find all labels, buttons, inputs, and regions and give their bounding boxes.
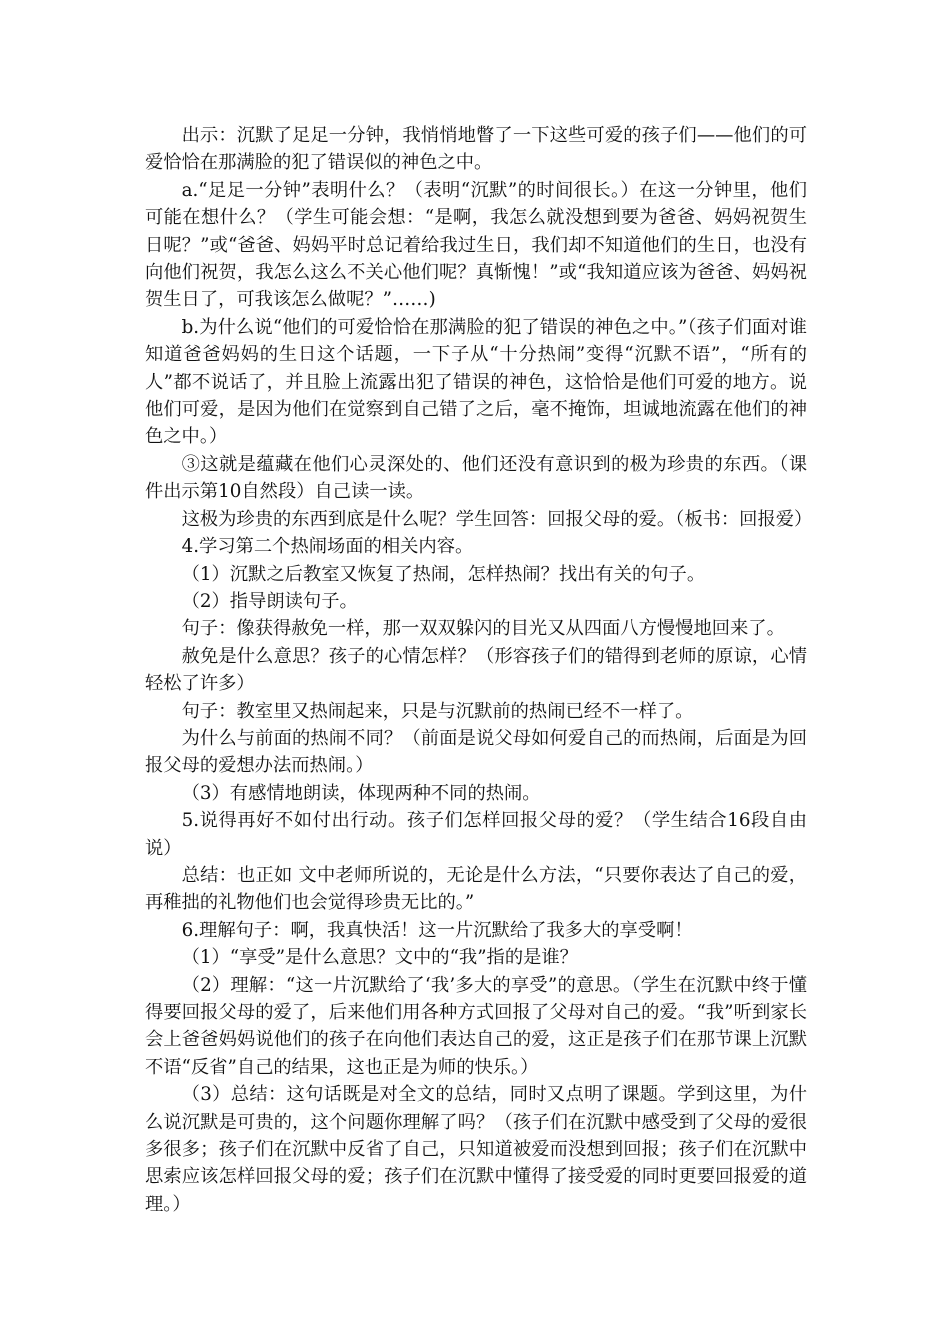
- paragraph-question-a: a.“足足一分钟”表明什么？（表明“沉默”的时间很长。）在这一分钟里，他们可能在想什么？（学生可能会想：“是啊，我怎么就没想到要为爸爸、妈妈祝贺生日呢？”或“爸爸、妈妈平时总记着给我过生日，我们却不知道他们的生日，也没有向他们祝贺，我怎么这么不关心他们呢？真惭愧！”或“我知道应该为爸爸、妈妈祝贺生日了，可我该怎么做呢？”……): [145, 179, 807, 311]
- paragraph-summary: 总结：也正如 文中老师所说的，无论是什么方法，“只要你表达了自己的爱，再稚拙的礼物他们也会觉得珍贵无比的。”: [145, 864, 807, 914]
- paragraph-step-4: 4.学习第二个热闹场面的相关内容。: [181, 536, 474, 558]
- paragraph-step-6-3: （3）总结：这句话既是对全文的总结，同时又点明了课题。学到这里，为什么说沉默是可贵的，这个问题你理解了吗？（孩子们在沉默中感受到了父母的爱很多很多；孩子们在沉默中反省了自己，只知道被爱而没想到回报；孩子们在沉默中思索应该怎样回报父母的爱；孩子们在沉默中懂得了接受爱的同时更要回报爱的道理。）: [145, 1084, 807, 1215]
- paragraph-explain-2: 为什么与前面的热闹不同？（前面是说父母如何爱自己的而热闹，后面是为回报父母的爱想办法而热闹。）: [145, 727, 807, 777]
- paragraph-sentence-2: 句子：教室里又热闹起来，只是与沉默前的热闹已经不一样了。: [181, 700, 694, 722]
- paragraph-step-6: 6.理解句子：啊，我真快活！这一片沉默给了我多大的享受啊！: [181, 919, 693, 941]
- paragraph-sentence-1: 句子：像获得赦免一样，那一双双躲闪的目光又从四面八方慢慢地回来了。: [181, 618, 785, 640]
- paragraph-explain-1: 赦免是什么意思？孩子的心情怎样？（形容孩子们的错得到老师的原谅，心情轻松了许多）: [145, 645, 807, 695]
- document-body: [145, 122, 813, 1218]
- paragraph-step-4-2: （2）指导朗读句子。: [181, 590, 358, 612]
- paragraph-step-5: 5.说得再好不如付出行动。孩子们怎样回报父母的爱？（学生结合16段自由说）: [145, 810, 807, 859]
- paragraph-step-4-3: （3）有感情地朗读，体现两种不同的热闹。: [181, 782, 541, 804]
- paragraph-answer: 这极为珍贵的东西到底是什么呢？学生回答：回报父母的爱。（板书：回报爱）: [181, 508, 813, 530]
- paragraph-question-b: b.为什么说“他们的可爱恰恰在那满脸的犯了错误的神色之中。”（孩子们面对谁知道爸爸妈妈的生日这个话题，一下子从“十分热闹”变得“沉默不语”，“所有的人”都不说话了，并且脸上流露出犯了错误的神色，这恰恰是他们可爱的地方。说他们可爱，是因为他们在觉察到自己错了之后，毫不掩饰，坦诚地流露在他们的神色之中。）: [145, 316, 807, 448]
- paragraph-point-3: ③这就是蕴藏在他们心灵深处的、他们还没有意识到的极为珍贵的东西。（课件出示第10自然段）自己读一读。: [145, 453, 807, 503]
- paragraph-step-6-1: （1）“享受”是什么意思？文中的“我”指的是谁？: [181, 947, 578, 969]
- paragraph-quote: 出示：沉默了足足一分钟，我悄悄地瞥了一下这些可爱的孩子们——他们的可爱恰恰在那满脸的犯了错误似的神色之中。: [145, 125, 807, 174]
- paragraph-step-6-2: （2）理解：“这一片沉默给了‘我’多大的享受”的意思。（学生在沉默中终于懂得要回报父母的爱了，后来他们用各种方式回报了父母对自己的爱。“我”听到家长会上爸爸妈妈说他们的孩子在向他们表达自己的爱，这正是孩子们在那节课上沉默不语“反省”自己的结果，这也正是为师的快乐。）: [145, 974, 807, 1078]
- paragraph-step-4-1: （1）沉默之后教室又恢复了热闹，怎样热闹？找出有关的句子。: [181, 563, 706, 585]
